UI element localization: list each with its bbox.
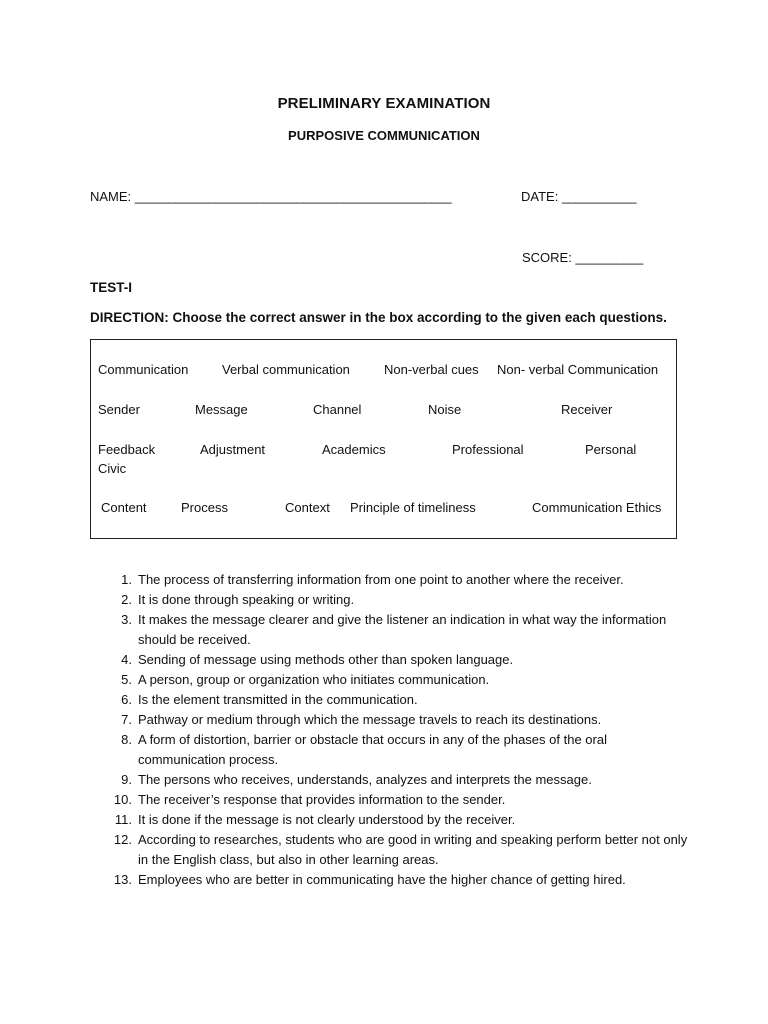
choice-item: Adjustment (200, 442, 266, 457)
answer-choice-box (90, 339, 677, 539)
question-text: It is done if the message is not clearly understood by the receiver. (138, 812, 516, 827)
choice-item: Feedback (98, 442, 156, 457)
question-list (110, 570, 690, 890)
question-number: 13. (113, 872, 132, 887)
question-text: Sending of message using methods other than spoken language. (138, 652, 514, 667)
date-field[interactable] (521, 189, 636, 204)
question-number: 1. (121, 572, 132, 587)
question-text: Is the element transmitted in the communication. (138, 692, 418, 707)
question-item (110, 670, 690, 690)
question-text: Pathway or medium through which the message travels to reach its destinations. (138, 712, 602, 727)
choice-item: Receiver (561, 402, 613, 417)
question-item (110, 730, 690, 770)
question-text: Employees who are better in communicating have the higher chance of getting hired. (138, 872, 626, 887)
choice-item: Verbal communication (222, 362, 350, 377)
question-text: The receiver’s response that provides information to the sender. (138, 792, 506, 807)
question-text: A person, group or organization who initiates communication. (138, 672, 490, 687)
choice-item: Communication Ethics (532, 500, 662, 515)
date-label: DATE: (521, 189, 559, 204)
question-number: 7. (121, 712, 132, 727)
question-number: 8. (121, 732, 132, 747)
question-text: The persons who receives, understands, analyzes and interprets the message. (138, 772, 592, 787)
question-text: A form of distortion, barrier or obstacle that occurs in any of the phases of the oral communication process. (138, 732, 607, 767)
choice-item: Message (195, 402, 248, 417)
choice-item: Academics (322, 442, 386, 457)
question-item (110, 650, 690, 670)
choice-item: Content (101, 500, 147, 515)
question-item (110, 570, 690, 590)
choice-item: Sender (98, 402, 140, 417)
choice-item: Noise (428, 402, 462, 417)
question-number: 4. (121, 652, 132, 667)
question-item (110, 710, 690, 730)
question-number: 11. (114, 812, 132, 827)
question-number: 5. (121, 672, 132, 687)
question-text: The process of transferring information from one point to another where the receiver. (138, 572, 624, 587)
question-item (110, 690, 690, 710)
page-title: PRELIMINARY EXAMINATION (277, 95, 491, 112)
question-number: 10. (113, 792, 132, 807)
score-blank[interactable]: __________ (575, 250, 643, 265)
question-text: It makes the message clearer and give the listener an indication in what way the information should be received. (138, 612, 667, 647)
name-field[interactable] (90, 189, 451, 204)
question-text: It is done through speaking or writing. (138, 592, 355, 607)
choice-item: Professional (452, 442, 524, 457)
score-label: SCORE: (522, 250, 572, 265)
choice-item: Non- verbal Communication (497, 362, 659, 377)
choice-item: Civic (98, 461, 127, 476)
choice-item: Channel (313, 402, 362, 417)
choice-item: Personal (585, 442, 637, 457)
direction-text: DIRECTION: Choose the correct answer in the box according to the given each questions. (90, 310, 667, 325)
question-item (110, 810, 690, 830)
question-number: 3. (121, 612, 132, 627)
question-item (110, 590, 690, 610)
question-number: 6. (121, 692, 132, 707)
test-label: TEST-I (90, 280, 133, 295)
question-item (110, 790, 690, 810)
name-blank[interactable]: _______________________________________________ (134, 189, 452, 204)
date-blank[interactable]: ___________ (561, 189, 636, 204)
question-item (110, 770, 690, 790)
choice-item: Principle of timeliness (350, 500, 476, 515)
question-item (110, 870, 690, 890)
question-text: According to researches, students who are good in writing and speaking perform better not only in the English class, but also in other learning areas. (138, 832, 688, 867)
score-field[interactable] (522, 250, 643, 265)
question-number: 2. (121, 592, 132, 607)
question-number: 12. (113, 832, 132, 847)
name-label: NAME: (90, 189, 132, 204)
question-item (110, 610, 690, 650)
page-subtitle: PURPOSIVE COMMUNICATION (288, 128, 480, 143)
question-number: 9. (121, 772, 132, 787)
choice-item: Process (181, 500, 228, 515)
choice-item: Communication (98, 362, 189, 377)
choice-item: Context (285, 500, 330, 515)
question-item (110, 830, 690, 870)
choice-item: Non-verbal cues (384, 362, 479, 377)
